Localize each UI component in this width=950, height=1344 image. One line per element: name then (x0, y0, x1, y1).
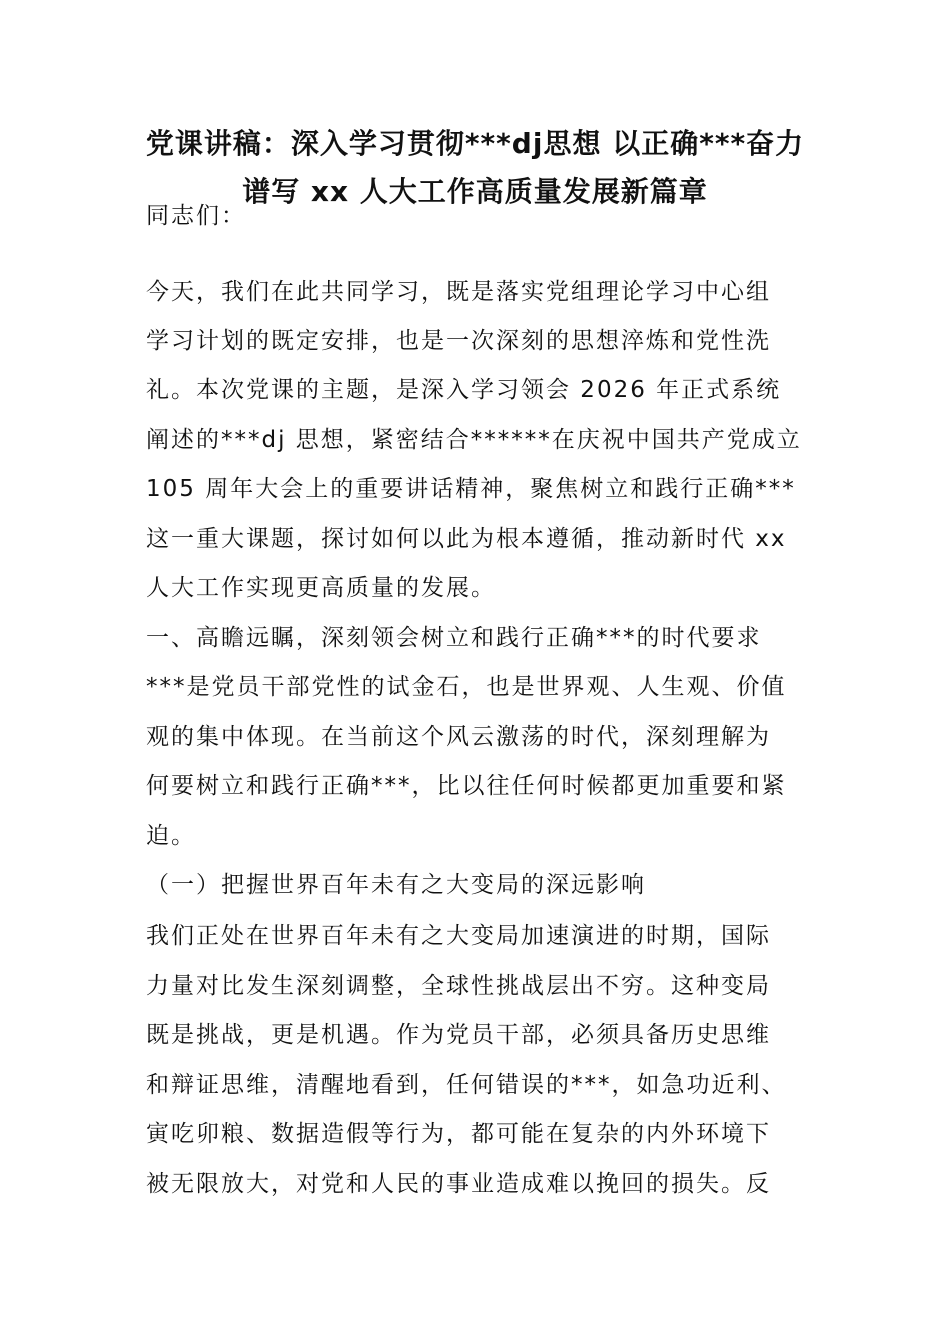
subsection-heading: （一）把握世界百年未有之大变局的深远影响 (146, 872, 646, 898)
body-line: 既是挑战，更是机遇。作为党员干部，必须具备历史思维 (146, 1022, 771, 1048)
body-line: 和辩证思维，清醒地看到，任何错误的***，如急功近利、 (146, 1072, 787, 1098)
salutation: 同志们： (146, 203, 246, 229)
body-line: 阐述的***dj 思想，紧密结合******在庆祝中国共产党成立 (146, 427, 802, 453)
document-title-line-1: 党课讲稿：深入学习贯彻***dj思想 以正确***奋力 (145, 127, 805, 160)
section-heading: 一、高瞻远瞩，深刻领会树立和践行正确***的时代要求 (146, 625, 762, 651)
body-line: 我们正处在世界百年未有之大变局加速演进的时期，国际 (146, 923, 771, 949)
body-line: 寅吃卯粮、数据造假等行为，都可能在复杂的内外环境下 (146, 1121, 771, 1147)
body-line: 迫。 (146, 823, 196, 849)
body-line: 这一重大课题，探讨如何以此为根本遵循，推动新时代 xx (146, 526, 787, 552)
body-line: 105 周年大会上的重要讲话精神，聚焦树立和践行正确*** (146, 476, 796, 502)
body-line: 力量对比发生深刻调整，全球性挑战层出不穷。这种变局 (146, 973, 771, 999)
body-line: ***是党员干部党性的试金石，也是世界观、人生观、价值 (146, 674, 787, 700)
body-line: 何要树立和践行正确***，比以往任何时候都更加重要和紧 (146, 773, 787, 799)
body-line: 礼。本次党课的主题，是深入学习领会 2026 年正式系统 (146, 377, 782, 403)
body-line: 被无限放大，对党和人民的事业造成难以挽回的损失。反 (146, 1171, 771, 1197)
body-line: 人大工作实现更高质量的发展。 (146, 575, 496, 601)
document-title-line-2: 谱写 xx 人大工作高质量发展新篇章 (242, 175, 708, 208)
body-line: 观的集中体现。在当前这个风云激荡的时代，深刻理解为 (146, 724, 771, 750)
body-line: 今天，我们在此共同学习，既是落实党组理论学习中心组 (146, 279, 771, 305)
body-line: 学习计划的既定安排，也是一次深刻的思想淬炼和党性洗 (146, 328, 771, 354)
